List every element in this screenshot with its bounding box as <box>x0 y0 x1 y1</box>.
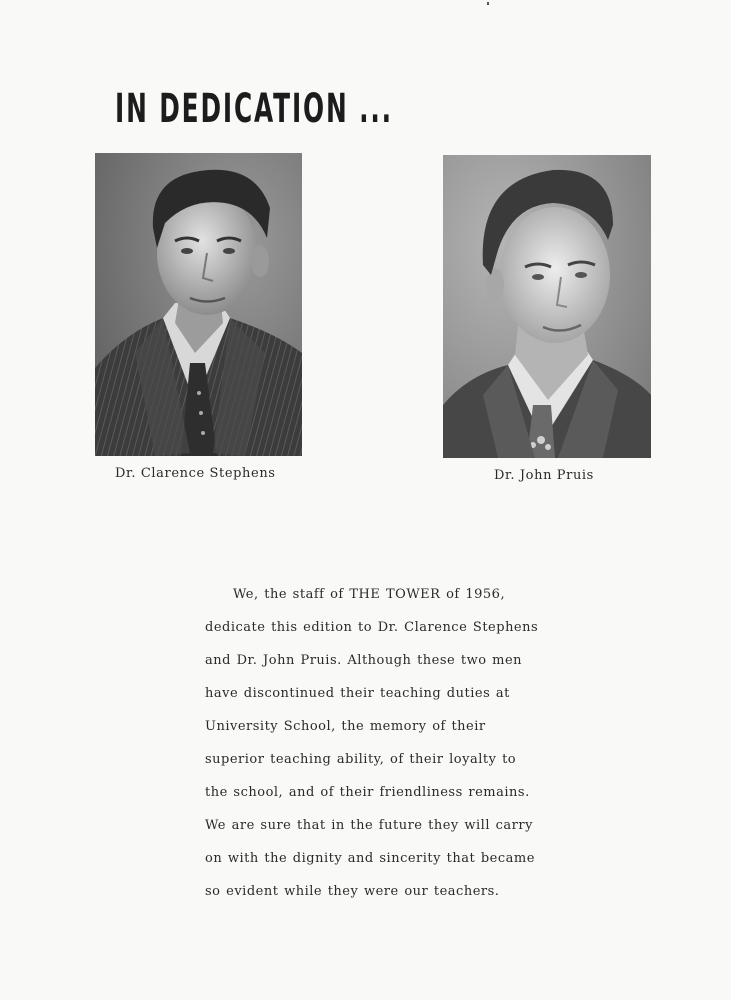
dedication-paragraph <box>205 584 585 914</box>
portrait-photo-pruis-image <box>443 155 651 458</box>
dedication-line: We are sure that in the future they will carry <box>205 818 533 833</box>
dedication-line: so evident while they were our teachers. <box>205 884 500 899</box>
dedication-line: have discontinued their teaching duties at <box>205 686 510 701</box>
dedication-line: and Dr. John Pruis. Although these two men <box>205 653 523 668</box>
dedication-line: the school, and of their friendliness remains. <box>205 785 530 800</box>
caption-stephens: Dr. Clarence Stephens <box>115 466 276 481</box>
portrait-photo-stephens <box>95 153 302 456</box>
dedication-line: We, the staff of THE TOWER of 1956, <box>233 587 506 602</box>
dedication-line: University School, the memory of their <box>205 719 486 734</box>
dedication-line: on with the dignity and sincerity that became <box>205 851 535 866</box>
page-title: IN DEDICATION ... <box>115 86 393 132</box>
portrait-photo-pruis <box>443 155 651 458</box>
dedication-line: dedicate this edition to Dr. Clarence Stephens <box>205 620 539 635</box>
dedication-line: superior teaching ability, of their loyalty to <box>205 752 517 767</box>
caption-pruis: Dr. John Pruis <box>494 468 594 483</box>
portrait-photo-stephens-image <box>95 153 302 456</box>
print-mark <box>487 2 489 5</box>
